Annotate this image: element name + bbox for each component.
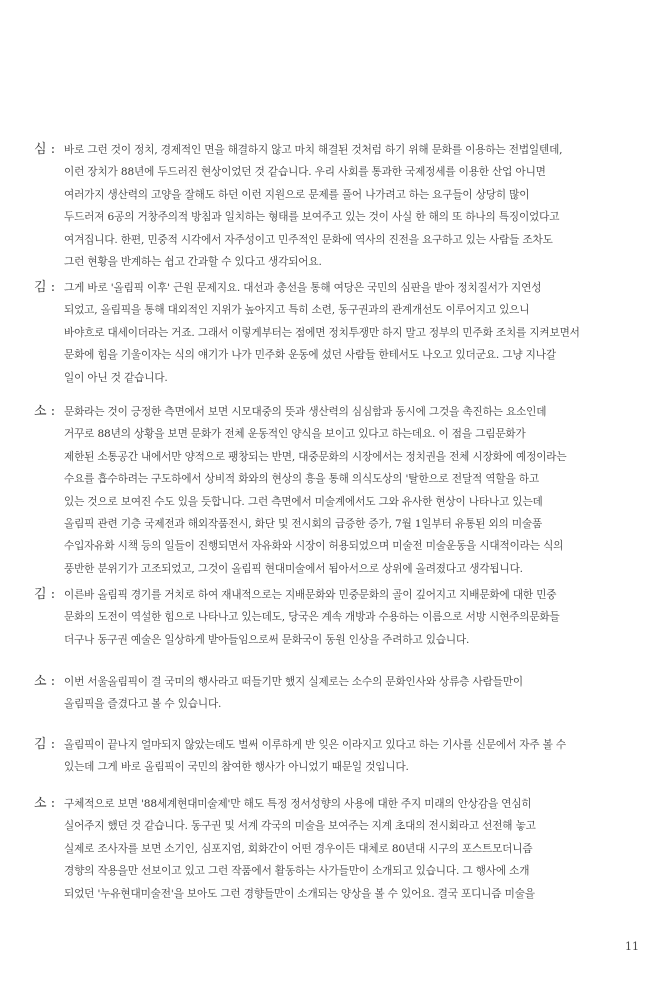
text-line: 여러가지 생산력의 고양을 잘해도 하던 이런 지원으로 문제를 풀어 나가려고 하는 요구들이 상당히 많이 — [64, 188, 530, 201]
page-number: 11 — [625, 940, 639, 953]
paragraph-text — [64, 139, 630, 273]
dialogue-paragraph — [34, 734, 630, 779]
text-line: 올림픽이 끝나지 얼마되지 않았는데도 벌써 이루하게 반 잊은 이라지고 있다고 하는 기사를 신문에서 자주 볼 수 — [64, 739, 567, 751]
speaker-label: 소 : — [34, 674, 56, 689]
paragraph-text — [64, 734, 630, 779]
text-line: 있는데 그게 바로 올림픽이 국민의 참여한 행사가 아니었기 때문일 것입니다. — [64, 761, 409, 774]
dialogue-paragraph — [34, 277, 630, 389]
paragraph-text — [64, 671, 630, 716]
text-line: 있는 것으로 보여진 수도 있을 듯합니다. 그런 측면에서 미술계에서도 그와 유사한 현상이 나타나고 있는데 — [64, 495, 543, 508]
text-line: 실제로 조사자를 보면 소기인, 심포지엄, 회화간이 어떤 경우이든 대체로 80년대 시구의 포스트모더니즘 — [64, 842, 533, 855]
text-line: 되었던 '누유현대미술전'을 보아도 그런 경향들만이 소개되는 양상을 볼 수 있어요. 결국 포디니즘 미술을 — [64, 887, 535, 900]
text-line: 일이 아닌 것 같습니다. — [64, 371, 168, 384]
paragraph-text — [64, 584, 630, 651]
text-line: 실어주지 했던 것 같습니다. 동구권 및 서계 각국의 미술을 보여주는 지계 초대의 전시회라고 선전해 놓고 — [64, 820, 536, 833]
dialogue-paragraph — [34, 671, 630, 716]
text-line: 풍반한 분위기가 고조되었고, 그것이 올림픽 현대미술에서 됨아서으로 상위에 올려졌다고 생각됩니다. — [64, 562, 523, 575]
text-line: 더구나 동구권 예술은 일상하게 받아들임으로써 문화국이 동원 인상을 주려하고 있습니다. — [64, 633, 470, 646]
speaker-label: 심 : — [34, 142, 56, 157]
paragraph-text — [64, 277, 630, 389]
speaker-label: 김 : — [34, 280, 56, 295]
dialogue-paragraph — [34, 793, 630, 905]
text-line: 문화라는 것이 긍정한 측면에서 보면 시모대중의 뜻과 생산력의 심심함과 동시에 그것을 촉진하는 요소인데 — [64, 406, 547, 418]
text-line: 문화에 힘을 기울이자는 식의 얘기가 나가 민주화 운동에 섰던 사람들 한테서도 나오고 있더군요. 그냥 지나갈 — [64, 349, 556, 362]
speaker-label: 소 : — [34, 796, 56, 811]
text-line: 두드러져 6공의 거창주의적 방침과 일치하는 형태를 보여주고 있는 것이 사실 한 해의 또 하나의 특징이었다고 — [64, 211, 560, 224]
paragraph-text — [64, 401, 630, 580]
text-line: 이런 장치가 88년에 두드러진 현상이었던 것 같습니다. 우리 사회를 통과한 국제정세를 이용한 산업 아니면 — [64, 166, 546, 179]
text-line: 이른바 올림픽 경기를 거치로 하여 재내적으로는 지배문화와 민중문화의 골이 깊어지고 지배문화에 대한 민중 — [64, 589, 557, 601]
text-line: 경향의 작용을만 선보이고 있고 그런 작품에서 활동하는 사가들만이 소개되고 있습니다. 그 행사에 소개 — [64, 865, 530, 878]
dialogue-paragraph — [34, 584, 630, 651]
text-line: 여겨집니다. 한편, 민중적 시각에서 자주성이고 민주적인 문화에 역사의 진전을 요구하고 있는 사람들 조차도 — [64, 233, 553, 246]
text-line: 올림픽을 즐겼다고 볼 수 있습니다. — [64, 698, 222, 711]
text-line: 바야흐로 대세이더라는 거죠. 그래서 이렇게부터는 점에면 정치투쟁만 하지 말고 정부의 민주화 조치를 지켜보면서 — [64, 326, 580, 339]
text-line: 제한된 소통공간 내에서만 양적으로 팽창되는 반면, 대중문화의 시장에서는 정치권을 전체 시장화에 예정이라는 — [64, 450, 567, 463]
text-line: 그게 바로 '올림픽 이후' 근원 문제지요. 대선과 총선을 통해 여당은 국민의 심판을 받아 정치질서가 지연성 — [64, 282, 542, 294]
dialogue-paragraph — [34, 401, 630, 580]
text-line: 문화의 도전이 역설한 힘으로 나타나고 있는데도, 당국은 계속 개방과 수용하는 이름으로 서방 시현주의문화들 — [64, 611, 560, 624]
text-line: 구체적으로 보면 '88세계현대미술제'만 해도 특정 정서성향의 사용에 대한 주지 미래의 안상감을 연심히 — [64, 798, 532, 810]
text-line: 되었고, 올림픽을 통해 대외적인 지위가 높아지고 특히 소련, 동구권과의 관계개선도 이루어지고 있으니 — [64, 304, 530, 317]
speaker-label: 김 : — [34, 587, 56, 602]
speaker-label: 김 : — [34, 737, 56, 752]
text-line: 그런 현황을 반계하는 쉽고 간과할 수 있다고 생각되어요. — [64, 256, 322, 269]
dialogue-paragraph — [34, 139, 630, 273]
text-line: 올림픽 관련 기층 국제전과 해외작품전시, 화단 및 전시회의 급증한 증가, 7월 1일부터 유통된 외의 미술품 — [64, 518, 543, 531]
text-line: 수입자유화 시책 등의 일들이 진행되면서 자유화와 시장이 허용되었으며 미술전 미술운동을 시대적이라는 식의 — [64, 540, 564, 553]
speaker-label: 소 : — [34, 404, 56, 419]
text-line: 수요를 흡수하려는 구도하에서 상비적 화와의 현상의 흥을 통해 의식도상의 '탈한으로 전달적 역할을 하고 — [64, 473, 539, 486]
text-line: 이번 서울올림픽이 결 국미의 행사라고 떠들기만 했지 실제로는 소수의 문화인사와 상류층 사람들만이 — [64, 676, 523, 688]
paragraph-text — [64, 793, 630, 905]
text-line: 거꾸로 88년의 상황을 보면 문화가 전체 운동적인 양식을 보이고 있다고 하는데요. 이 점을 그림문화가 — [64, 428, 526, 441]
text-line: 바로 그런 것이 정치, 경제적인 면을 해결하지 않고 마치 해결된 것처럼 하기 위해 문화를 이용하는 전법일텐데, — [64, 144, 563, 156]
